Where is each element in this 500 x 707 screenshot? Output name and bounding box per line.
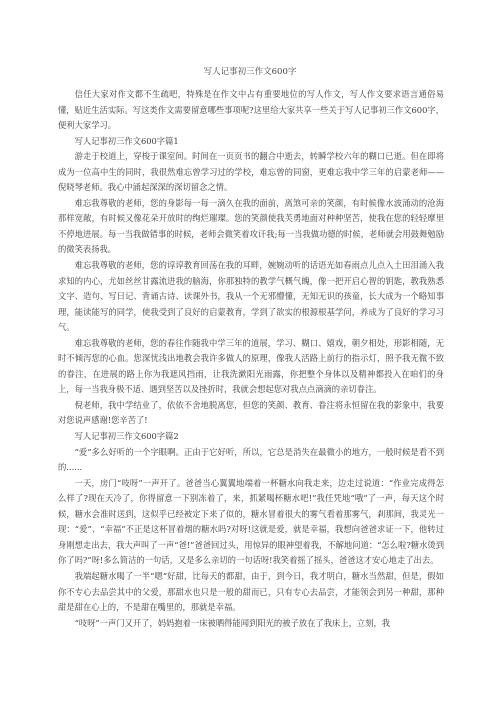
paragraph: “爱”多么好听的一个字眼啊。正由于它好听，所以，它总是消失在最微小的地方，一般时候是看不到的...... — [58, 446, 444, 473]
paragraph: 难忘我尊敬的老师，您的身影每一每一滴久在我的面前，离煞可亲的笑颜，有时候像水波涌动的沧海那样宽敞，有时候又像花朵开放时的绚烂璀璨。您的笑颜使我芙勇地面对种种坚苦，使我在您的轻轻摩里不停地进展。每一当我做错事的时候，老师会微笑着攻讦我;每一当我做功德的时候，老师就会用鼓舞勉励的微笑表扬我。 — [58, 197, 444, 255]
section-heading-2: 写人记事初三作文600字篇2 — [74, 431, 179, 442]
paragraph: “吱呀”一声门又开了，妈妈抱着一床被晒得能闻到阳光的被子放在了我床上，立刻，我 — [74, 617, 391, 628]
document-body — [58, 87, 444, 631]
paragraph: 难忘我尊敬的老师，您的春往作随我中学三年的道展，学习、糊口、嬉戏，朝夕相处，形影相随，无时不倾泻您的心血。您深忧浅出地教会我许多做人的原理，像我人活路上前行的指示灯，照予我无微不致的眷注，在进展的路上你为我遮风挡雨，让我洗漱阳光雨露，你把整个身体以及精神都投入在咱们的身上，每一当我身极不适、遇到坚苦以及挫折时，我就会想起您对我点点滴滴的亲切眷注。 — [58, 337, 444, 395]
paragraph: 难忘我尊敬的老师，您的谆谆教育回荡在我的耳畔，婉婉动听的话语光如春雨点儿点入土田泪涌入我求知的内心，尤如丝丝甘露流进我的脑海，你那独特的教学气概气魄，像一把开启心智的钥匙，教我熟悉文字、造句、写日记、背诵古诗、读课外书，我从一个无邪懵懂，无知无识的孩童，长大成为一个略知事理，能读能写的同学，使我受到了良好的启蒙教育，学到了欲实的根源根基学问，养成为了良好的学习习气。 — [58, 260, 444, 333]
document-title: 写人记事初三作文600字 — [203, 67, 297, 77]
paragraph: 一天，房门“吱呀”一声开了。爸爸当心翼翼地端着一杯糖水向我走来，边走过说道：“作业完成得怎么样了?现在天冷了，你得留意一下别冻着了，来，抓紧喝杯糖水吧!”我任凭地“哦”了一声，每天这个时候，糖水会准时送到，这似乎已经被定下来了似的，糖水冒着很大的雾气看着那雾气，剎那间，我灵光一现：“爱”、“幸福”不正是这杯冒着烟的糖水吗?对呀!这就是爱，就是幸福，我想向爸爸求证一下，他转过身刚想走出去，我大声叫了一声“爸!”爸爸回过头，用惊异的眼神望着我，不解地问道：“怎么啦?糖水烫到你了吗?”呀!多么简洁的一句话，又是多么亲切的一句话呀!我笑着摇了摇头，爸爸这才安心地走了出去。 — [58, 477, 444, 566]
section-heading-1: 写人记事初三作文600字篇1 — [74, 135, 179, 146]
paragraph: 倪老师，我中学结业了，依依不舍地脱离您，但您的笑颜、教育、眷注将永恒留在我的影象中，我要对您说声感谢!您辛苦了! — [58, 399, 444, 426]
intro-paragraph: 信任大家对作文都不生疏吧，特殊是在作文中占有重要地位的写人作文，写人作文要求语言通俗易懂，贴近生活实际。写这类作文需要留意哪些事项呢?这里给大家共享一些关于写人记事初三作文600字，便利大家学习。 — [58, 89, 444, 131]
paragraph: 游走于校道上，穿梭于课室间。时间在一页页书的翻合中逝去，转瞬学校六年的糊口已逝。但在即将成为一位高中生的同时，我很然难忘曾学习过的学校，难忘曾的同窗，更难忘我中学三年的启蒙老师——倪晓琴老师。我心中涌起深深的深切留念之情。 — [58, 151, 444, 193]
paragraph: 我端起糖水喝了一半“嗯”好甜，比每天的都甜，由于，到今日，我才明白，糖水当然甜，但是，假如你不专心去品尝其中的父爱，那甜水也只是一般的甜而已，只有专心去品尝，才能领会到另一种甜，那种甜是甜在心上的，不是甜在嘴里的，那就是幸福。 — [58, 570, 444, 613]
